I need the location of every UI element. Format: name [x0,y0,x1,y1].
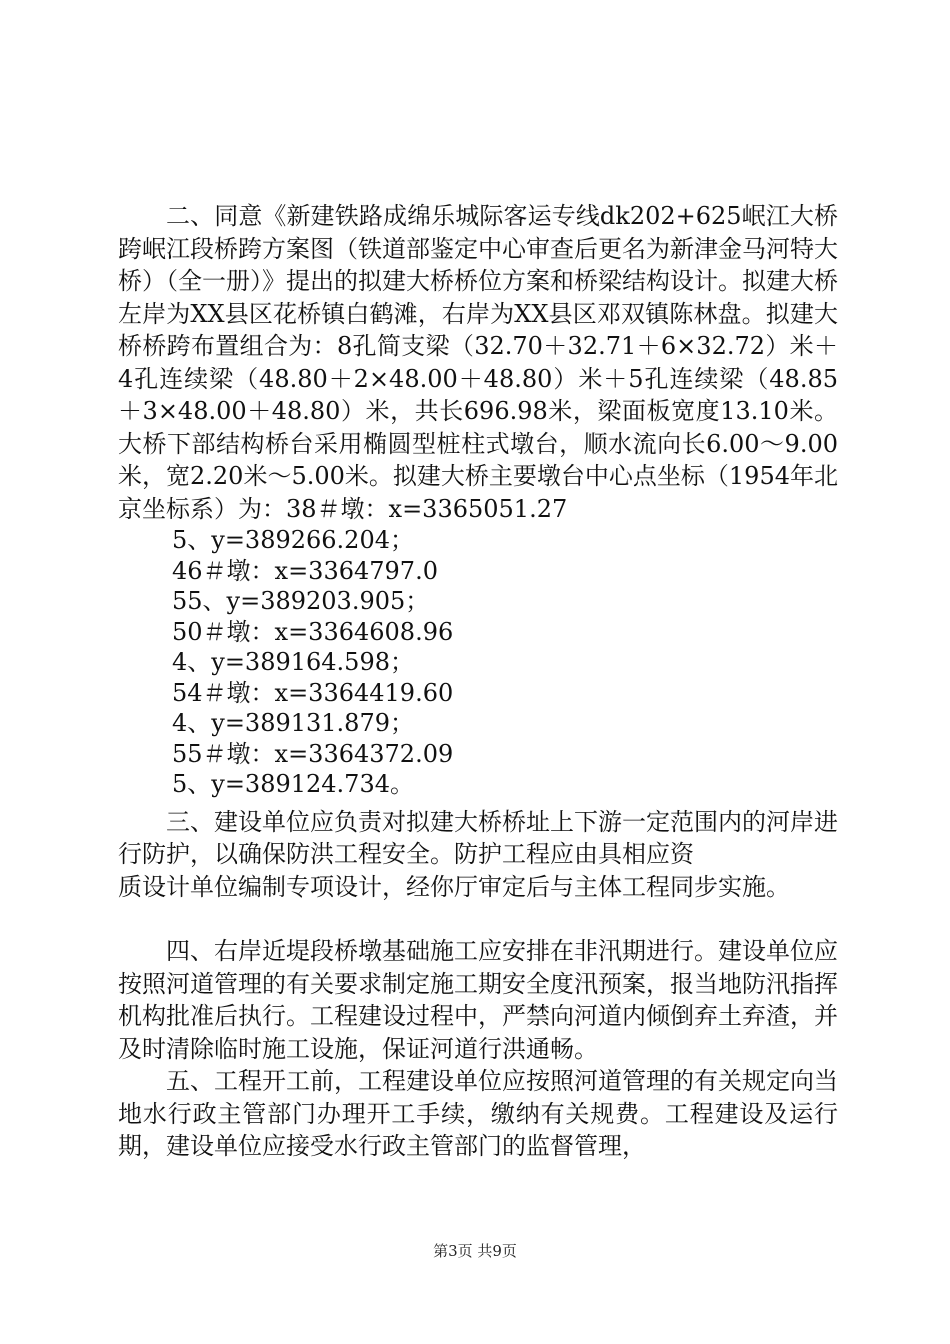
paragraph-4: 四、右岸近堤段桥墩基础施工应安排在非汛期进行。建设单位应按照河道管理的有关要求制定施工期安全度汛预案，报当地防汛指挥机构批准后执行。工程建设过程中，严禁向河道内倾倒弃土弃渣，并及时清除临时施工设施，保证河道行洪通畅。 [118,937,838,1063]
coordinate-line: 54＃墩：x=3364419.60 [172,678,454,707]
pier-coordinate-list [118,525,838,800]
coordinate-line: 4、y=389164.598； [172,648,414,676]
paragraph-3-last-line: 质设计单位编制专项设计，经你厅审定后与主体工程同步实施。 [118,872,790,901]
paragraph-3-text: 三、建设单位应负责对拟建大桥桥址上下游一定范围内的河岸进行防护，以确保防洪工程安全。防护工程应由具相应资 [118,807,838,868]
paragraph-2: 二、同意《新建铁路成绵乐城际客运专线dk202+625岷江大桥跨岷江段桥跨方案图（铁道部鉴定中心审查后更名为新津金马河特大桥）（全一册）》提出的拟建大桥桥位方案和桥梁结构设计。拟建大桥左岸为XX县区花桥镇白鹤滩，右岸为XX县区邓双镇陈林盘。拟建大桥桥跨布置组合为：8孔简支梁（32.70＋32.71＋6×32.72）米＋4孔连续梁（48.80＋2×48.00＋48.80）米＋5孔连续梁（48.85＋3×48.00＋48.80）米，共长696.98米，梁面板宽度13.10米。大桥下部结构桥台采用椭圆型桩柱式墩台，顺水流向长6.00～9.00米，宽2.20米～5.00米。拟建大桥主要墩台中心点坐标（1954年北京坐标系）为：38＃墩：x=3365051.27 [118,202,838,523]
coordinate-line: 46＃墩：x=3364797.0 [172,556,438,585]
coordinate-line: 4、y=389131.879； [172,709,414,737]
page-number-footer: 第3页 共9页 [433,1242,517,1260]
coordinate-line: 50＃墩：x=3364608.96 [172,617,454,646]
paragraph-spacer [118,903,838,935]
coordinate-line: 5、y=389124.734。 [172,770,414,798]
paragraph-5: 五、工程开工前，工程建设单位应按照河道管理的有关规定向当地水行政主管部门办理开工手续，缴纳有关规费。工程建设及运行期，建设单位应接受水行政主管部门的监督管理， [118,1067,838,1160]
document-body [118,200,838,1163]
coordinate-line: 55＃墩：x=3364372.09 [172,739,454,768]
paragraph-3 [118,806,838,904]
coordinate-line: 5、y=389266.204； [172,526,414,554]
coordinate-line: 55、y=389203.905； [172,587,430,615]
